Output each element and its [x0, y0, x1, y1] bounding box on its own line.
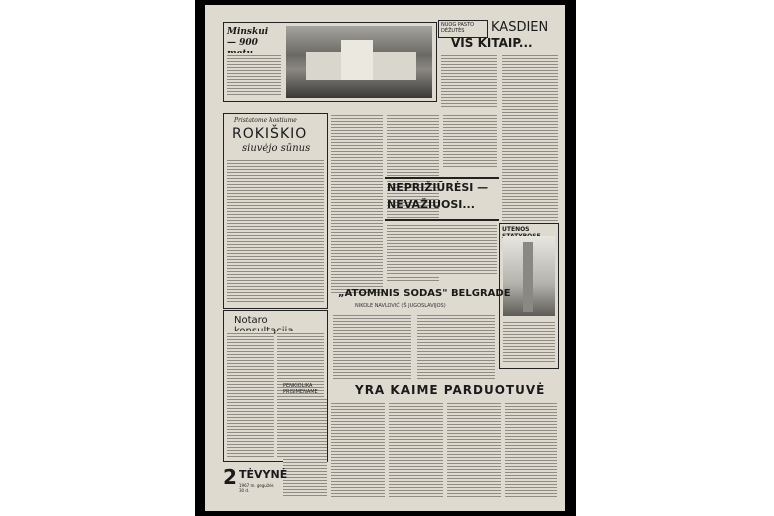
notaro-title: Notaro [234, 315, 268, 326]
kicker-label: NUOG PASTO DĖŽUTĖS [441, 22, 475, 34]
newspaper-page [205, 5, 565, 511]
tower-shape [523, 242, 533, 312]
nepriziuresi-line1: NEPRIŽIŪRĖSI — [387, 181, 489, 194]
atominis-title: „ATOMINIS SODAS" BELGRADE [338, 288, 511, 299]
minskui-article [223, 22, 437, 102]
rokiskio-kicker: Pristatome kostiume [234, 117, 297, 124]
utenos-caption: UTENOS [502, 226, 530, 233]
bottom-left-label: PENKIOLIKA PRISIMENAME [283, 383, 318, 395]
rokiskio-subtitle: siuvėjo sūnus [242, 143, 311, 154]
kaime-text-col2 [389, 401, 443, 499]
atominis-text-col1 [333, 313, 411, 379]
building-tower [341, 40, 373, 80]
vis-kitaip-heading: VIS KITAIP... [451, 36, 533, 50]
minskui-text [227, 53, 281, 97]
utenos-text [503, 320, 555, 364]
page-number: 2 [223, 465, 237, 489]
nepriziuresi-line2: NEVAŽIUOSI... [387, 198, 475, 211]
kaime-text-left [283, 397, 327, 497]
kaime-text-col4 [505, 401, 557, 499]
rokiskio-title: ROKIŠKIO [232, 126, 308, 142]
footer [223, 465, 288, 495]
vis-kitaip-text-right [502, 53, 558, 223]
utenos-photo [503, 236, 555, 316]
nepriziuresi-headline [385, 177, 499, 221]
atominis-text-col2 [417, 313, 495, 379]
rokiskio-article [223, 113, 328, 309]
kaime-headline: YRA KAIME PARDUOTUVĖ [355, 383, 546, 397]
middle-text-col3 [443, 113, 497, 169]
masthead: TĖVYNĖ [239, 468, 288, 481]
rokiskio-text [227, 158, 324, 304]
kaime-text-col3 [447, 401, 501, 499]
middle-text-col1 [331, 113, 383, 295]
notaro-text-col1 [227, 331, 274, 457]
vis-kitaip-text-left [441, 53, 497, 109]
footer-date: 1967 m. gegužės 30 d. [239, 483, 274, 493]
minskui-title: Minskui — 900 [227, 27, 269, 48]
nepriziuresi-text [387, 223, 497, 275]
kaime-text-col1 [331, 401, 385, 499]
kasdien-heading: KASDIEN [491, 20, 549, 35]
atominis-subtitle: NIKOLE NAVLOVIĆ (Š JUGOSLAVIJOS) [355, 303, 446, 309]
minskui-photo [286, 26, 432, 98]
